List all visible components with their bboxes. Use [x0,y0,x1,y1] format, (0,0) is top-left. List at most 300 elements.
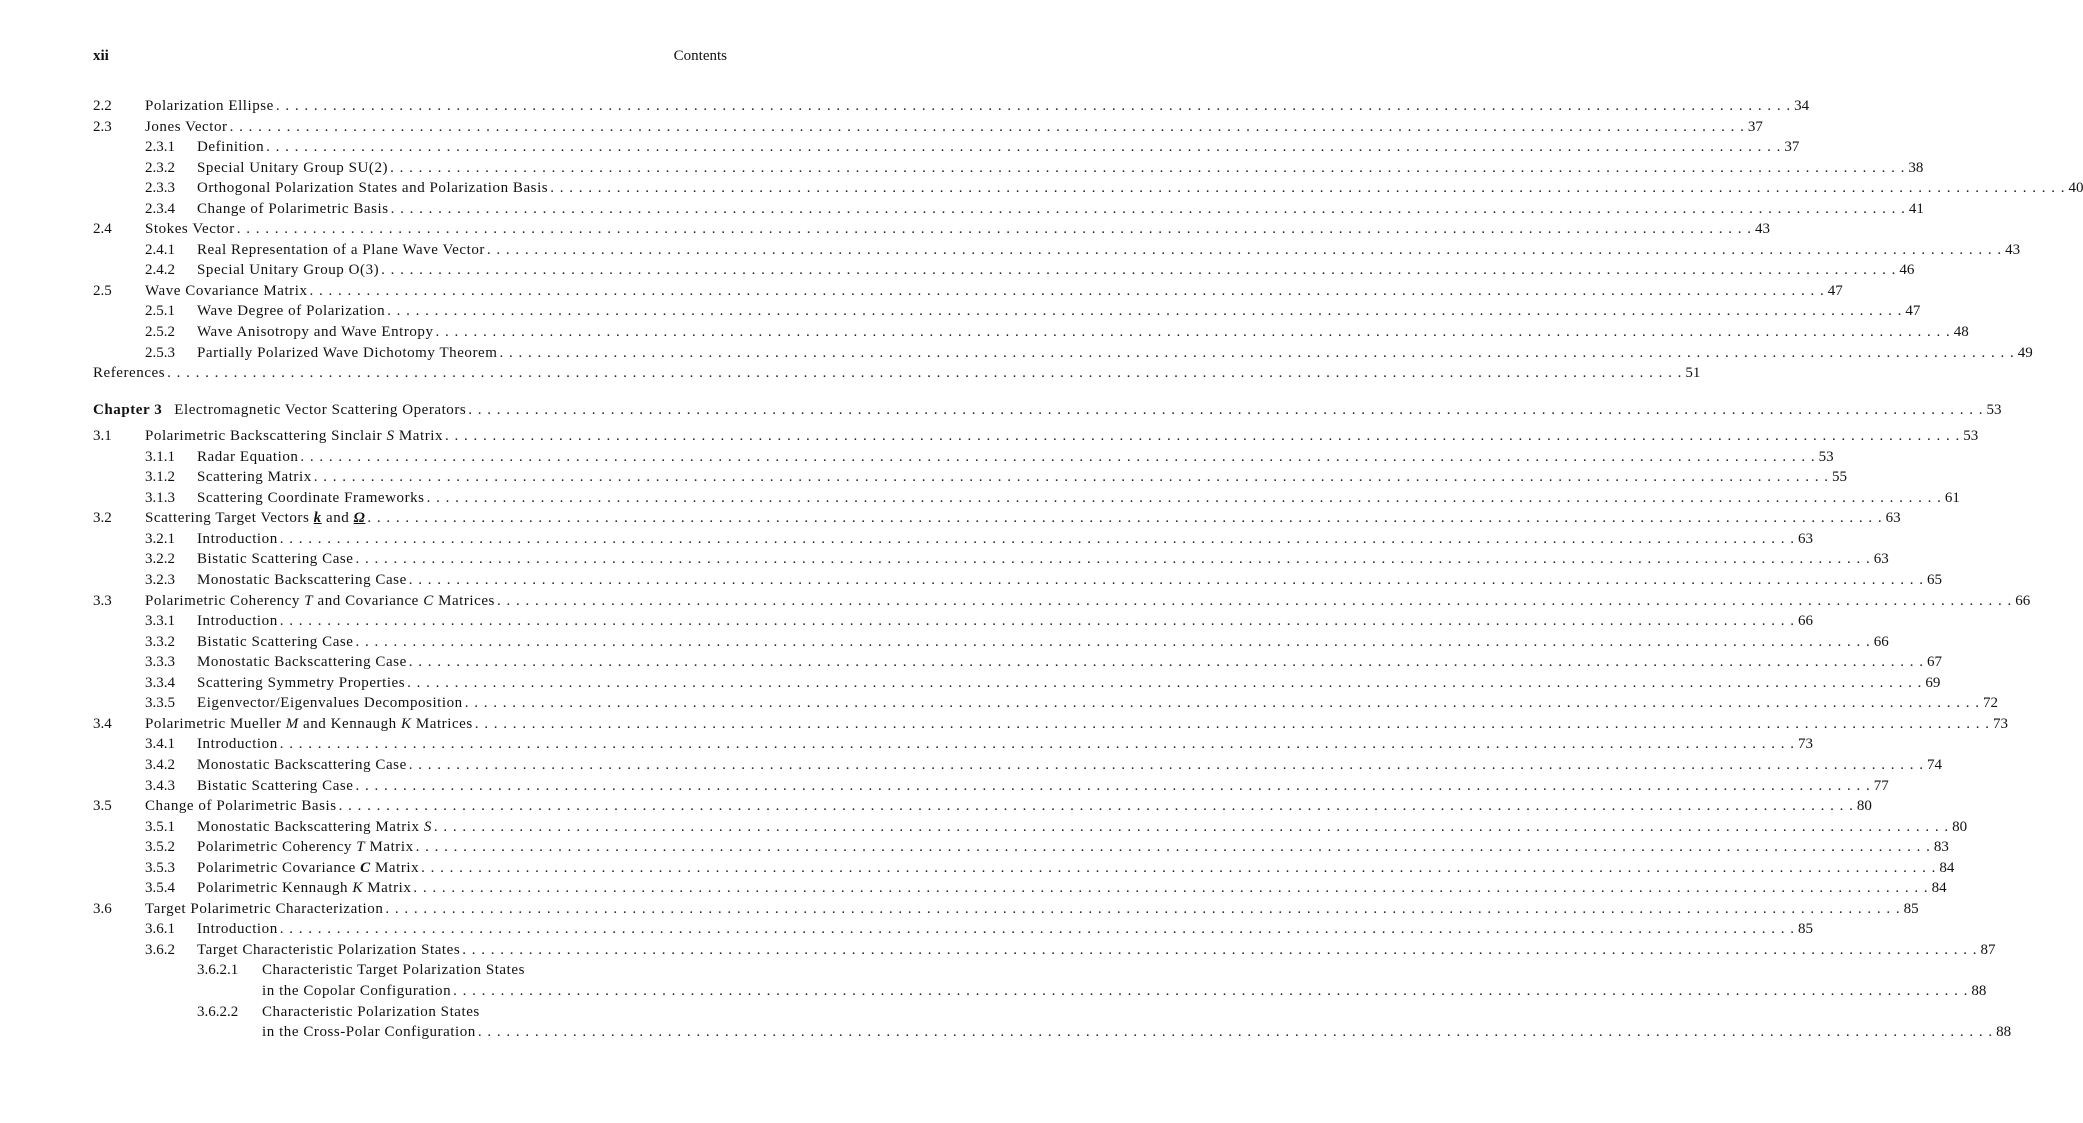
entry-title [197,940,460,961]
entry-title [145,899,383,920]
entry-title [145,219,235,240]
dot-leader: . . . . . . . . . . . . . . . . . . . . . . . . . . . . . . . . . . . . . . . . . . . . . . . . . . . . . . . . . . . . . . . . . . . . . . . . . . . . . . . . . . . . . . . . . . . . . . . . . . . . . . . . . . . . . . . . . . . . . . . . . . . . . . . . . . . . . . . . . . . . . . . . . . . . . . . . . . . . . . . . [313,469,1829,486]
entry-body [197,919,1814,940]
title-text: Introduction [197,613,278,630]
entry-title [197,734,278,755]
entry-body [197,570,1943,591]
dot-leader: . . . . . . . . . . . . . . . . . . . . . . . . . . . . . . . . . . . . . . . . . . . . . . . . . . . . . . . . . . . . . . . . . . . . . . . . . . . . . . . . . . . . . . . . . . . . . . . . . . . . . . . . . . . . . . . . . . . . . . . . . . . . . . . . . . . . . . . . . . . . . . . . . . . . . . . . . . . . . . . . [435,324,1951,341]
title-text: Target Polarimetric Characterization [145,900,384,917]
page-ref: 63 [1885,510,1901,527]
toc-entry [93,899,1919,920]
entry-body [197,199,1924,220]
entry-title [262,960,525,981]
entry-title [197,240,485,261]
toc-entry [93,96,1810,117]
dot-leader: . . . . . . . . . . . . . . . . . . . . . . . . . . . . . . . . . . . . . . . . . . . . . . . . . . . . . . . . . . . . . . . . . . . . . . . . . . . . . . . . . . . . . . . . . . . . . . . . . . . . . . . . . . . . . . . . . . . . . . . . . . . . . . . . . . . . . . . . . . . . . . . . . . . . . . . . . . . . . . . . [407,674,1923,691]
toc-entry [93,776,1889,797]
dot-leader: . . . . . . . . . . . . . . . . . . . . . . . . . . . . . . . . . . . . . . . . . . . . . . . . . . . . . . . . . . . . . . . . . . . . . . . . . . . . . . . . . . . . . . . . . . . . . . . . . . . . . . . . . . . . . . . . . . . . . . . . . . . . . . . . . . . . . . . . . . . . . . . . . . . . . . . . . . . . . . . . [355,777,1871,794]
entry-body [145,219,1771,240]
title-text: Scattering Symmetry Properties [197,674,406,691]
title-text: Matrix [394,428,444,445]
page-ref: 87 [1980,941,1996,958]
section-number: 2.5.3 [145,344,175,361]
title-text: Wave Degree of Polarization [197,303,386,320]
toc-entry [93,178,2083,199]
title-text: Special Unitary Group SU(2) [197,159,389,176]
toc-entry [93,488,1960,509]
dot-leader: . . . . . . . . . . . . . . . . . . . . . . . . . . . . . . . . . . . . . . . . . . . . . . . . . . . . . . . . . . . . . . . . . . . . . . . . . . . . . . . . . . . . . . . . . . . . . . . . . . . . . . . . . . . . . . . . . . . . . . . . . . . . . . . . . . . . . . . . . . . . . . . . . . . . . . . . . . . . . . . . [408,654,1925,671]
toc-entry [93,960,727,981]
section-number: 3.4.3 [145,777,175,794]
entry-title [145,426,443,447]
entry-body [197,529,1814,550]
entry-title [197,919,278,940]
entry-title [197,549,354,570]
toc-entry [93,878,1947,899]
entry-body [145,96,1810,117]
dot-leader: . . . . . . . . . . . . . . . . . . . . . . . . . . . . . . . . . . . . . . . . . . . . . . . . . . . . . . . . . . . . . . . . . . . . . . . . . . . . . . . . . . . . . . . . . . . . . . . . . . . . . . . . . . . . . . . . . . . . . . . . . . . . . . . . . . . . . . . . . . . . . . . . . . . . . . . . . . . . . . . . [499,344,2015,361]
entry-title [145,796,337,817]
page-ref: 83 [1933,839,1949,856]
toc-entry [93,591,2031,612]
entry-body [197,940,1996,961]
title-text: in the Cross-Polar Configuration [262,1024,476,1041]
title-text: Bistatic Scattering Case [197,633,354,650]
section-number: 3.3 [93,592,112,609]
dot-leader: . . . . . . . . . . . . . . . . . . . . . . . . . . . . . . . . . . . . . . . . . . . . . . . . . . . . . . . . . . . . . . . . . . . . . . . . . . . . . . . . . . . . . . . . . . . . . . . . . . . . . . . . . . . . . . . . . . . . . . . . . . . . . . . . . . . . . . . . . . . . . . . . . . . . . . . . . . . . . . . . [229,118,1745,135]
entry-body [145,796,1872,817]
page-ref: 88 [1996,1024,2012,1041]
section-number: 3.6.2.2 [197,1003,239,1020]
section-number: 3.2.1 [145,530,175,547]
title-text: References [93,365,166,382]
dot-leader: . . . . . . . . . . . . . . . . . . . . . . . . . . . . . . . . . . . . . . . . . . . . . . . . . . . . . . . . . . . . . . . . . . . . . . . . . . . . . . . . . . . . . . . . . . . . . . . . . . . . . . . . . . . . . . . . . . . . . . . . . . . . . . . . . . . . . . . . . . . . . . . . . . . . . . . . . . . . . . . . [486,241,2003,258]
entry-title [197,570,407,591]
entry-body [262,1002,727,1023]
section-number: 3.1.3 [145,489,175,506]
entry-body [197,549,1889,570]
page-ref: 80 [1952,818,1968,835]
entry-body [197,734,1814,755]
page-ref: 67 [1927,654,1943,671]
toc-entry [93,693,1998,714]
title-text: Orthogonal Polarization States and Polarization Basis [197,180,549,197]
page-ref: 84 [1931,880,1947,897]
title-text: Polarimetric Covariance C Matrix [197,859,420,876]
entry-title [197,652,407,673]
title-text: Special Unitary Group O(3) [197,262,380,279]
entry-title [197,673,405,694]
dot-leader: . . . . . . . . . . . . . . . . . . . . . . . . . . . . . . . . . . . . . . . . . . . . . . . . . . . . . . . . . . . . . . . . . . . . . . . . . . . . . . . . . . . . . . . . . . . . . . . . . . . . . . . . . . . . . . . . . . . . . . . . . . . . . . . . . . . . . . . . . . . . . . . . . . . . . . . . . . . . . . . . [496,592,2013,609]
entry-body [197,837,1949,858]
dot-leader: . . . . . . . . . . . . . . . . . . . . . . . . . . . . . . . . . . . . . . . . . . . . . . . . . . . . . . . . . . . . . . . . . . . . . . . . . . . . . . . . . . . . . . . . . . . . . . . . . . . . . . . . . . . . . . . . . . . . . . . . . . . . . . . . . . . . . . . . . . . . . . . . . . . . . . . . . . . . . . . . [415,839,1931,856]
entry-title [93,363,165,384]
toc-entry [93,817,1968,838]
toc-entry [93,673,1941,694]
page-ref: 77 [1873,777,1889,794]
dot-leader: . . . . . . . . . . . . . . . . . . . . . . . . . . . . . . . . . . . . . . . . . . . . . . . . . . . . . . . . . . . . . . . . . . . . . . . . . . . . . . . . . . . . . . . . . . . . . . . . . . . . . . . . . . . . . . . . . . . . . . . . . . . . . . . . . . . . . . . . . . . . . . . . . . . . . . . . . . . . . . . . [167,365,1683,382]
entry-body [145,426,1979,447]
entry-body [93,363,1701,384]
entry-title [262,1002,480,1023]
entry-title [197,178,548,199]
toc-entry [93,837,1949,858]
entry-title [197,817,432,838]
dot-leader: . . . . . . . . . . . . . . . . . . . . . . . . . . . . . . . . . . . . . . . . . . . . . . . . . . . . . . . . . . . . . . . . . . . . . . . . . . . . . . . . . . . . . . . . . . . . . . . . . . . . . . . . . . . . . . . . . . . . . . . . . . . . . . . . . . . . . . . . . . . . . . . . . . . . . . . . . . . . . . . . [338,798,1854,815]
section-number: 2.3 [93,118,112,135]
toc-entry [93,240,2021,261]
toc-entry [93,447,1834,468]
entry-title [197,693,463,714]
entry-title [145,508,365,529]
entry-body [262,981,1987,1002]
entry-body [197,878,1947,899]
dot-leader: . . . . . . . . . . . . . . . . . . . . . . . . . . . . . . . . . . . . . . . . . . . . . . . . . . . . . . . . . . . . . . . . . . . . . . . . . . . . . . . . . . . . . . . . . . . . . . . . . . . . . . . . . . . . . . . . . . . . . . . . . . . . . . . . . . . . . . . . . . . . . . . . . . . . . . . . . . . . . . . . [279,613,1796,630]
toc-entry [93,467,1847,488]
page-ref: 63 [1873,551,1889,568]
entry-body [197,776,1889,797]
dot-leader: . . . . . . . . . . . . . . . . . . . . . . . . . . . . . . . . . . . . . . . . . . . . . . . . . . . . . . . . . . . . . . . . . . . . . . . . . . . . . . . . . . . . . . . . . . . . . . . . . . . . . . . . . . . . . . . . . . . . . . . . . . . . . . . . . . . . . . . . . . . . . . . . . . . . . . . . . . . . . . . . [279,921,1796,938]
entry-body [145,714,2008,735]
section-number: 3.2.3 [145,572,175,589]
page-ref: 43 [1755,221,1771,238]
dot-leader: . . . . . . . . . . . . . . . . . . . . . . . . . . . . . . . . . . . . . . . . . . . . . . . . . . . . . . . . . . . . . . . . . . . . . . . . . . . . . . . . . . . . . . . . . . . . . . . . . . . . . . . . . . . . . . . . . . . . . . . . . . . . . . . . . . . . . . . . . . . . . . . . . . . . . . . . . . . . . . . . [385,900,1901,917]
dot-leader: . . . . . . . . . . . . . . . . . . . . . . . . . . . . . . . . . . . . . . . . . . . . . . . . . . . . . . . . . . . . . . . . . . . . . . . . . . . . . . . . . . . . . . . . . . . . . . . . . . . . . . . . . . . . . . . . . . . . . . . . . . . . . . . . . . . . . . . . . . . . . . . . . . . . . . . . . . . . . . . . [266,139,1782,156]
entry-title [145,591,495,612]
toc-entry [93,652,1943,673]
title-text: Introduction [197,736,278,753]
entry-title [262,1022,476,1043]
entry-title [197,611,278,632]
dot-leader: . . . . . . . . . . . . . . . . . . . . . . . . . . . . . . . . . . . . . . . . . . . . . . . . . . . . . . . . . . . . . . . . . . . . . . . . . . . . . . . . . . . . . . . . . . . . . . . . . . . . . . . . . . . . . . . . . . . . . . . . . . . . . . . . . . . . . . . . . . . . . . . . . . . . . . . . . . . . . . . . [279,530,1796,547]
page-ref: 37 [1747,118,1763,135]
dot-leader: . . . . . . . . . . . . . . . . . . . . . . . . . . . . . . . . . . . . . . . . . . . . . . . . . . . . . . . . . . . . . . . . . . . . . . . . . . . . . . . . . . . . . . . . . . . . . . . . . . . . . . . . . . . . . . . . . . . . . . . . . . . . . . . . . . . . . . . . . . . . . . . . . . . . . . . . . . . . . . . . [279,736,1796,753]
section-number: 3.1.2 [145,469,175,486]
title-text: Change of Polarimetric Basis [197,200,389,217]
entry-title [145,281,308,302]
section-number: 3.5.4 [145,880,175,897]
section-number: 3.3.4 [145,674,175,691]
dot-leader: . . . . . . . . . . . . . . . . . . . . . . . . . . . . . . . . . . . . . . . . . . . . . . . . . . . . . . . . . . . . . . . . . . . . . . . . . . . . . . . . . . . . . . . . . . . . . . . . . . . . . . . . . . . . . . . . . . . . . . . . . . . . . . . . . . . . . . . . . . . . . . . . . . . . . . . . . . . . . . . . [550,180,2066,197]
title-text: and [321,510,354,527]
title-text: Jones Vector [145,118,228,135]
dot-leader: . . . . . . . . . . . . . . . . . . . . . . . . . . . . . . . . . . . . . . . . . . . . . . . . . . . . . . . . . . . . . . . . . . . . . . . . . . . . . . . . . . . . . . . . . . . . . . . . . . . . . . . . . . . . . . . . . . . . . . . . . . . . . . . . . . . . . . . . . . . . . . . . . . . . . . . . . . . . . . . . [387,303,1903,320]
toc-entry [93,281,1843,302]
title-text: Polarimetric Backscattering Sinclair [145,428,387,445]
section-number: 2.5.2 [145,324,175,341]
chapter-label: Chapter 3 [93,401,163,418]
section-number: 2.3.1 [145,139,175,156]
section-number: 3.3.1 [145,613,175,630]
page-ref: 47 [1905,303,1921,320]
toc-entry [93,137,1800,158]
section-number: 3.6.2 [145,941,175,958]
page-ref: 51 [1685,365,1701,382]
section-number: 3.5 [93,798,112,815]
page-number: xii [93,48,109,64]
title-text: Monostatic Backscattering Case [197,572,407,589]
title-text: in the Copolar Configuration [262,982,452,999]
dot-leader: . . . . . . . . . . . . . . . . . . . . . . . . . . . . . . . . . . . . . . . . . . . . . . . . . . . . . . . . . . . . . . . . . . . . . . . . . . . . . . . . . . . . . . . . . . . . . . . . . . . . . . . . . . . . . . . . . . . . . . . . . . . . . . . . . . . . . . . . . . . . . . . . . . . . . . . . . . . . . . . . [367,510,1883,527]
title-text: Partially Polarized Wave Dichotomy Theorem [197,344,498,361]
entry-title [93,400,466,421]
entry-title [262,981,451,1002]
toc-entry [93,260,1915,281]
toc-entry [93,529,1814,550]
section-number: 3.3.2 [145,633,175,650]
dot-leader: . . . . . . . . . . . . . . . . . . . . . . . . . . . . . . . . . . . . . . . . . . . . . . . . . . . . . . . . . . . . . . . . . . . . . . . . . . . . . . . . . . . . . . . . . . . . . . . . . . . . . . . . . . . . . . . . . . . . . . . . . . . . . . . . . . . . . . . . . . . . . . . . . . . . . . . . . . . . . . . . [413,880,1929,897]
section-number: 3.1.1 [145,448,175,465]
entry-body [145,899,1919,920]
toc-entry [93,343,2033,364]
page-ref: 65 [1927,572,1943,589]
dot-leader: . . . . . . . . . . . . . . . . . . . . . . . . . . . . . . . . . . . . . . . . . . . . . . . . . . . . . . . . . . . . . . . . . . . . . . . . . . . . . . . . . . . . . . . . . . . . . . . . . . . . . . . . . . . . . . . . . . . . . . . . . . . . . . . . . . . . . . . . . . . . . . . . . . . . . . . . . . . . . . . . [474,715,1990,732]
entry-title [145,96,274,117]
toc-entry [93,1002,727,1023]
title-text: Monostatic Backscattering Case [197,756,407,773]
section-number: 3.4.1 [145,736,175,753]
section-number: 2.3.3 [145,180,175,197]
section-number: 3.6.2.1 [197,962,239,979]
dot-leader: . . . . . . . . . . . . . . . . . . . . . . . . . . . . . . . . . . . . . . . . . . . . . . . . . . . . . . . . . . . . . . . . . . . . . . . . . . . . . . . . . . . . . . . . . . . . . . . . . . . . . . . . . . . . . . . . . . . . . . . . . . . . . . . . . . . . . . . . . . . . . . . . . . . . . . . . . . . . . . . . [468,401,1984,418]
entry-body [197,755,1943,776]
entry-body [197,260,1915,281]
toc-entry [93,322,1969,343]
page-ref: 74 [1927,756,1943,773]
section-number: 2.4 [93,221,112,238]
page-ref: 53 [1963,428,1979,445]
title-text: S [386,428,395,445]
entry-body [197,467,1847,488]
title-text: Polarization Ellipse [145,98,274,114]
dot-leader: . . . . . . . . . . . . . . . . . . . . . . . . . . . . . . . . . . . . . . . . . . . . . . . . . . . . . . . . . . . . . . . . . . . . . . . . . . . . . . . . . . . . . . . . . . . . . . . . . . . . . . . . . . . . . . . . . . . . . . . . . . . . . . . . . . . . . . . . . . . . . . . . . . . . . . . . . . . . . . . . [462,941,1978,958]
entry-body [197,322,1969,343]
entry-body [145,281,1843,302]
toc-entry [93,940,1996,961]
entry-body [197,858,1955,879]
section-number: 3.2 [93,510,112,527]
title-text: Bistatic Scattering Case [197,551,354,568]
page-ref: 48 [1953,324,1969,341]
toc-entry [93,219,1771,240]
title-text: Polarimetric Coherency T and Covariance C Matrices [145,592,495,609]
page-ref: 69 [1925,674,1941,691]
page-ref: 49 [2017,344,2033,361]
section-number: 3.4 [93,715,112,732]
entry-title [145,117,228,138]
title-text: Introduction [197,921,278,938]
running-title: Contents [673,48,727,64]
dot-leader: . . . . . . . . . . . . . . . . . . . . . . . . . . . . . . . . . . . . . . . . . . . . . . . . . . . . . . . . . . . . . . . . . . . . . . . . . . . . . . . . . . . . . . . . . . . . . . . . . . . . . . . . . . . . . . . . . . . . . . . . . . . . . . . . . . . . . . . . . . . . . . . . . . . . . . . . . . . . . . . . [445,428,1961,445]
section-number: 3.6.1 [145,921,175,938]
title-text: Target Characteristic Polarization States [197,941,461,958]
title-text: Real Representation of a Plane Wave Vector [197,241,485,258]
title-text: Scattering Target Vectors [145,510,314,527]
entry-title [197,301,385,322]
toc-entry [93,734,1814,755]
title-text: Characteristic Polarization States [262,1003,480,1020]
entry-title [197,322,434,343]
title-text: Scattering Coordinate Frameworks [197,489,425,506]
title-text: Wave Anisotropy and Wave Entropy [197,324,434,341]
page-ref: 46 [1899,262,1915,279]
entry-body [197,301,1921,322]
entry-body [93,400,2002,421]
page-ref: 34 [1794,98,1810,114]
title-text: k [313,510,322,527]
page-ref: 73 [1798,736,1814,753]
title-text: Ω [353,510,366,527]
dot-leader: . . . . . . . . . . . . . . . . . . . . . . . . . . . . . . . . . . . . . . . . . . . . . . . . . . . . . . . . . . . . . . . . . . . . . . . . . . . . . . . . . . . . . . . . . . . . . . . . . . . . . . . . . . . . . . . . . . . . . . . . . . . . . . . . . . . . . . . . . . . . . . . . . . . . . . . . . . . . . . . . [381,262,1897,279]
entry-title [197,260,379,281]
page-ref: 55 [1832,469,1847,486]
entry-body [197,652,1943,673]
section-number: 3.3.3 [145,654,175,671]
dot-leader: . . . . . . . . . . . . . . . . . . . . . . . . . . . . . . . . . . . . . . . . . . . . . . . . . . . . . . . . . . . . . . . . . . . . . . . . . . . . . . . . . . . . . . . . . . . . . . . . . . . . . . . . . . . . . . . . . . . . . . . . . . . . . . . . . . . . . . . . . . . . . . . . . . . . . . . . . . . . . . . . [408,756,1925,773]
title-text: Polarimetric Mueller M and Kennaugh K Matrices [145,715,473,732]
entry-body [197,178,2083,199]
dot-leader: . . . . . . . . . . . . . . . . . . . . . . . . . . . . . . . . . . . . . . . . . . . . . . . . . . . . . . . . . . . . . . . . . . . . . . . . . . . . . . . . . . . . . . . . . . . . . . . . . . . . . . . . . . . . . . . . . . . . . . . . . . . . . . . . . . . . . . . . . . . . . . . . . . . . . . . . . . . . . . . . [477,1024,1994,1041]
title-text: Change of Polarimetric Basis [145,798,337,815]
entry-title [197,755,407,776]
toc-entry [93,796,1872,817]
title-text: Definition [197,139,265,156]
section-number: 3.3.5 [145,695,175,712]
toc-entry [93,714,2008,735]
title-text: Wave Covariance Matrix [145,282,308,299]
section-number: 2.5.1 [145,303,175,320]
title-text: Stokes Vector [145,221,235,238]
dot-leader: . . . . . . . . . . . . . . . . . . . . . . . . . . . . . . . . . . . . . . . . . . . . . . . . . . . . . . . . . . . . . . . . . . . . . . . . . . . . . . . . . . . . . . . . . . . . . . . . . . . . . . . . . . . . . . . . . . . . . . . . . . . . . . . . . . . . . . . . . . . . . . . . . . . . . . . . . . . . . . . . [408,572,1925,589]
title-text: Polarimetric Kennaugh K Matrix [197,880,412,897]
entry-body [197,611,1814,632]
entry-body [197,488,1960,509]
dot-leader: . . . . . . . . . . . . . . . . . . . . . . . . . . . . . . . . . . . . . . . . . . . . . . . . . . . . . . . . . . . . . . . . . . . . . . . . . . . . . . . . . . . . . . . . . . . . . . . . . . . . . . . . . . . . . . . . . . . . . . . . . . . . . . . . . . . . . . . . . . . . . . . . . . . . . . . . . . . . . . . . [453,982,1969,999]
page-ref: 53 [1818,448,1834,465]
dot-leader: . . . . . . . . . . . . . . . . . . . . . . . . . . . . . . . . . . . . . . . . . . . . . . . . . . . . . . . . . . . . . . . . . . . . . . . . . . . . . . . . . . . . . . . . . . . . . . . . . . . . . . . . . . . . . . . . . . . . . . . . . . . . . . . . . . . . . . . . . . . . . . . . . . . . . . . . . . . . . . . . [390,159,1906,176]
section-number: 2.3.4 [145,200,175,217]
toc-entry [93,117,1763,138]
entry-body [145,508,1901,529]
page-ref: 41 [1908,200,1924,217]
title-text: Polarimetric Coherency T Matrix [197,839,414,856]
page-ref: 61 [1944,489,1960,506]
page-ref: 63 [1798,530,1814,547]
entry-title [197,343,497,364]
section-number: 3.2.2 [145,551,175,568]
entry-body [262,960,727,981]
entry-title [197,837,414,858]
section-number: 3.5.1 [145,818,175,835]
section-number: 2.3.2 [145,159,175,176]
page-ref: 84 [1939,859,1955,876]
toc-entry [93,632,1889,653]
page-ref: 43 [2005,241,2021,258]
page-ref: 80 [1856,798,1872,815]
toc-entry [93,919,1814,940]
title-text: Scattering Matrix [197,469,312,486]
dot-leader: . . . . . . . . . . . . . . . . . . . . . . . . . . . . . . . . . . . . . . . . . . . . . . . . . . . . . . . . . . . . . . . . . . . . . . . . . . . . . . . . . . . . . . . . . . . . . . . . . . . . . . . . . . . . . . . . . . . . . . . . . . . . . . . . . . . . . . . . . . . . . . . . . . . . . . . . . . . . . . . . [433,818,1950,835]
dot-leader: . . . . . . . . . . . . . . . . . . . . . . . . . . . . . . . . . . . . . . . . . . . . . . . . . . . . . . . . . . . . . . . . . . . . . . . . . . . . . . . . . . . . . . . . . . . . . . . . . . . . . . . . . . . . . . . . . . . . . . . . . . . . . . . . . . . . . . . . . . . . . . . . . . . . . . . . . . . . . . . . [355,633,1871,650]
entry-body [197,632,1889,653]
toc-entry [93,158,1924,179]
toc-entry [93,199,1924,220]
section-number: 2.4.2 [145,262,175,279]
section-number: 2.4.1 [145,241,175,258]
section-number: 3.5.3 [145,859,175,876]
entry-title [197,878,411,899]
dot-leader: . . . . . . . . . . . . . . . . . . . . . . . . . . . . . . . . . . . . . . . . . . . . . . . . . . . . . . . . . . . . . . . . . . . . . . . . . . . . . . . . . . . . . . . . . . . . . . . . . . . . . . . . . . . . . . . . . . . . . . . . . . . . . . . . . . . . . . . . . . . . . . . . . . . . . . . . . . . . . . . . [236,221,1753,238]
toc-entry [93,426,1979,447]
toc-entry [93,363,1701,384]
dot-leader: . . . . . . . . . . . . . . . . . . . . . . . . . . . . . . . . . . . . . . . . . . . . . . . . . . . . . . . . . . . . . . . . . . . . . . . . . . . . . . . . . . . . . . . . . . . . . . . . . . . . . . . . . . . . . . . . . . . . . . . . . . . . . . . . . . . . . . . . . . . . . . . . . . . . . . . . . . . . . . . . [300,448,1816,465]
title-text: Monostatic Backscattering Case [197,654,407,671]
section-number: 2.5 [93,282,112,299]
page-ref: 47 [1827,282,1843,299]
toc-entry [93,570,1943,591]
page-header [93,48,727,65]
toc-entry [93,858,1955,879]
entry-title [197,158,388,179]
entry-body [197,137,1800,158]
page-ref: 37 [1784,139,1800,156]
entry-title [197,776,354,797]
entry-title [197,488,425,509]
entry-title [197,199,389,220]
toc-entry [93,1022,2012,1043]
entry-body [197,343,2033,364]
title-text: Monostatic Backscattering Matrix S [197,818,432,835]
table-of-contents [93,96,2083,1043]
toc-entry [93,755,1943,776]
page-ref: 53 [1986,401,2002,418]
section-number: 3.1 [93,428,112,445]
title-text: Bistatic Scattering Case [197,777,354,794]
page-ref: 66 [2015,592,2031,609]
entry-body [197,240,2021,261]
dot-leader: . . . . . . . . . . . . . . . . . . . . . . . . . . . . . . . . . . . . . . . . . . . . . . . . . . . . . . . . . . . . . . . . . . . . . . . . . . . . . . . . . . . . . . . . . . . . . . . . . . . . . . . . . . . . . . . . . . . . . . . . . . . . . . . . . . . . . . . . . . . . . . . . . . . . . . . . . . . . . . . . [390,200,1906,217]
entry-body [197,693,1998,714]
section-number: 3.4.2 [145,756,175,773]
toc-entry [93,400,2002,421]
title-text: Characteristic Target Polarization States [262,962,525,979]
entry-title [197,447,298,468]
entry-title [197,529,278,550]
page-ref: 85 [1903,900,1919,917]
entry-title [197,137,264,158]
entry-title [145,714,473,735]
page-ref: 85 [1798,921,1814,938]
page-ref: 38 [1908,159,1924,176]
toc-entry [93,981,1987,1002]
section-number: 2.2 [93,98,112,114]
page-ref: 72 [1982,695,1998,712]
title-text: Radar Equation [197,448,299,465]
entry-body [262,1022,2012,1043]
dot-leader: . . . . . . . . . . . . . . . . . . . . . . . . . . . . . . . . . . . . . . . . . . . . . . . . . . . . . . . . . . . . . . . . . . . . . . . . . . . . . . . . . . . . . . . . . . . . . . . . . . . . . . . . . . . . . . . . . . . . . . . . . . . . . . . . . . . . . . . . . . . . . . . . . . . . . . . . . . . . . . . . [355,551,1871,568]
toc-entry [93,549,1889,570]
page-ref: 66 [1873,633,1889,650]
dot-leader: . . . . . . . . . . . . . . . . . . . . . . . . . . . . . . . . . . . . . . . . . . . . . . . . . . . . . . . . . . . . . . . . . . . . . . . . . . . . . . . . . . . . . . . . . . . . . . . . . . . . . . . . . . . . . . . . . . . . . . . . . . . . . . . . . . . . . . . . . . . . . . . . . . . . . . . . . . . . . . . . [275,98,1792,114]
page-ref: 66 [1798,613,1814,630]
entry-title [197,858,419,879]
toc-entry [93,611,1814,632]
toc-entry [93,301,1921,322]
entry-body [197,673,1941,694]
entry-title [197,632,354,653]
entry-body [145,117,1763,138]
toc-entry [93,508,1901,529]
